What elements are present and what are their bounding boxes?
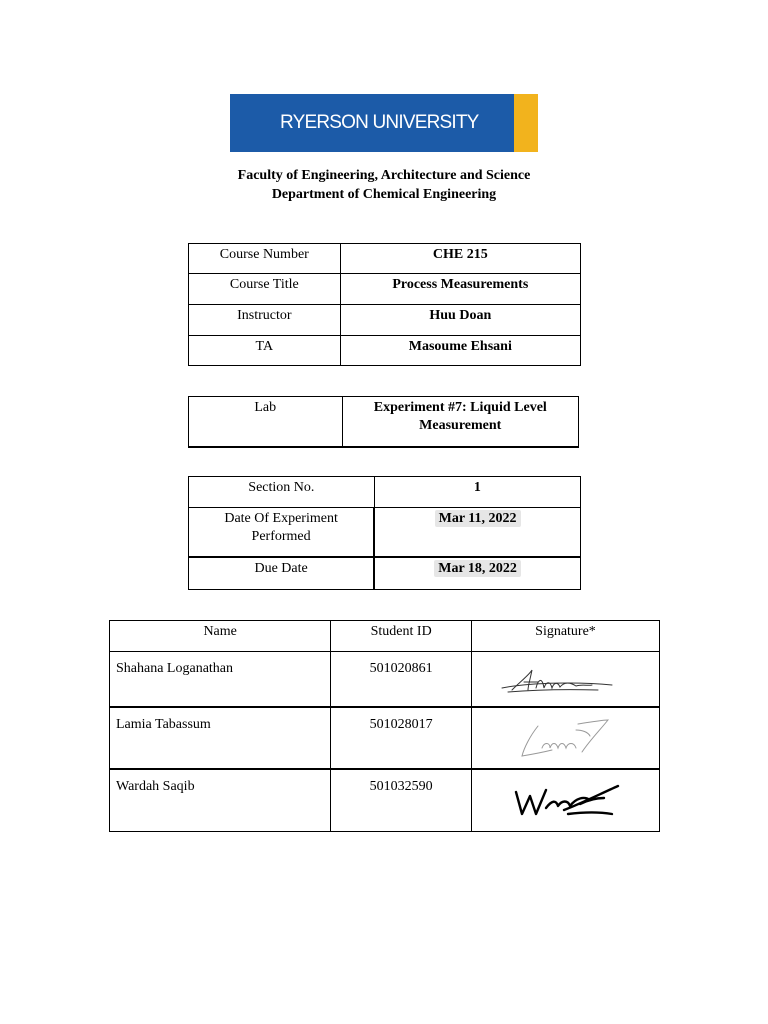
table-row [110,707,660,769]
logo-wordmark: RYERSON UNIVERSITY [280,112,479,133]
table-row [189,244,581,274]
student-id: 501020861 [331,652,472,708]
lab-value: Experiment #7: Liquid Level Measurement [342,397,578,447]
department-heading: Department of Chemical Engineering [271,187,497,202]
university-logo [230,94,538,152]
table-row [189,305,581,336]
course-title-label: Course Title [189,274,341,305]
ta-label: TA [189,336,341,366]
signature-cell [471,707,659,769]
name-header: Name [110,621,331,652]
signature-header: Signature* [471,621,659,652]
lab-label: Lab [189,397,343,447]
table-row [189,397,579,447]
student-name: Lamia Tabassum [110,707,331,769]
course-info-table [188,243,581,366]
table-row [189,557,581,590]
section-label: Section No. [189,477,375,508]
experiment-date-label: Date Of Experiment Performed [189,508,375,557]
student-id: 501028017 [331,707,472,769]
table-row [189,508,581,557]
course-title-value: Process Measurements [340,274,580,305]
logo-gold-bar [514,94,538,152]
due-date-label: Due Date [189,557,375,590]
signature-image [472,708,658,768]
signature-cell [471,769,659,831]
ta-value: Masoume Ehsani [340,336,580,366]
faculty-heading: Faculty of Engineering, Architecture and Science [237,168,531,183]
course-number-value: CHE 215 [340,244,580,274]
table-row [110,652,660,708]
due-date-value: Mar 18, 2022 [434,560,521,577]
course-number-label: Course Number [189,244,341,274]
table-row [110,621,660,652]
table-row [189,477,581,508]
signature-image [472,770,658,830]
student-name: Shahana Loganathan [110,652,331,708]
student-name: Wardah Saqib [110,769,331,831]
student-id: 501032590 [331,769,472,831]
table-row [189,274,581,305]
students-table [109,620,660,832]
experiment-date-cell [374,508,580,557]
section-value: 1 [374,477,580,508]
due-date-cell [374,557,580,590]
lab-table [188,396,579,448]
table-row [110,769,660,831]
table-row [189,336,581,366]
instructor-value: Huu Doan [340,305,580,336]
student-id-header: Student ID [331,621,472,652]
signature-cell [471,652,659,708]
signature-image [472,652,658,706]
instructor-label: Instructor [189,305,341,336]
experiment-date-value: Mar 11, 2022 [435,510,521,527]
section-table [188,476,581,590]
